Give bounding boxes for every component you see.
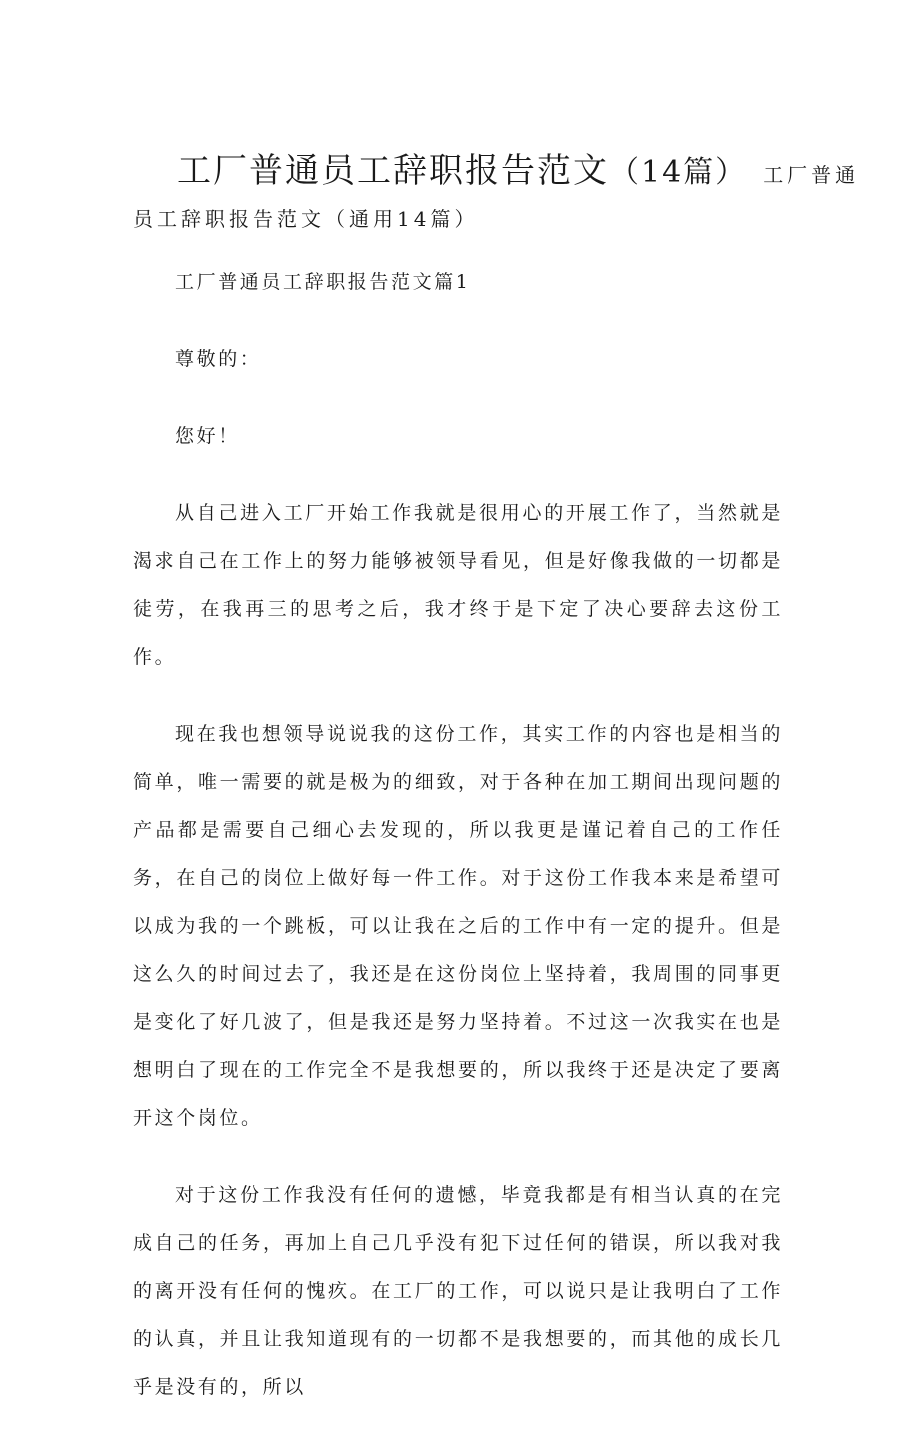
section-heading: 工厂普通员工辞职报告范文篇1: [175, 271, 471, 293]
paragraph: 现在我也想领导说说我的这份工作，其实工作的内容也是相当的简单，唯一需要的就是极为的细致，对于各种在加工期间出现问题的产品都是需要自己细心去发现的，所以我更是谨记着自己的工作任务，在自己的岗位上做好每一件工作。对于这份工作我本来是希望可以成为我的一个跳板，可以让我在之后的工作中有一定的提升。但是这么久的时间过去了，我还是在这份岗位上坚持着，我周围的同事更是变化了好几波了，但是我还是努力坚持着。不过这一次我实在也是想明白了现在的工作完全不是我想要的，所以我终于还是决定了要离开这个岗位。: [133, 723, 783, 1129]
greeting: 您好！: [175, 425, 240, 447]
document-title: [133, 142, 860, 234]
title-subtitle-start: 工厂普通: [763, 163, 860, 187]
salutation: 尊敬的：: [175, 348, 262, 370]
title-line-1: [133, 142, 860, 206]
document-body: [133, 258, 783, 1440]
title-count: （14篇）: [609, 155, 748, 190]
paragraph: 从自己进入工厂开始工作我就是很用心的开展工作了，当然就是渴求自己在工作上的努力能够被领导看见，但是好像我做的一切都是徒劳，在我再三的思考之后，我才终于是下定了决心要辞去这份工作。: [133, 502, 783, 668]
title-subtitle-continued: 员工辞职报告范文（通用14篇）: [133, 207, 479, 231]
title-main: 工厂普通员工辞职报告范文: [177, 151, 609, 191]
paragraph: 对于这份工作我没有任何的遗憾，毕竟我都是有相当认真的在完成自己的任务，再加上自己几乎没有犯下过任何的错误，所以我对我的离开没有任何的愧疚。在工厂的工作，可以说只是让我明白了工作的认真，并且让我知道现有的一切都不是我想要的，而其他的成长几乎是没有的，所以: [133, 1184, 783, 1398]
